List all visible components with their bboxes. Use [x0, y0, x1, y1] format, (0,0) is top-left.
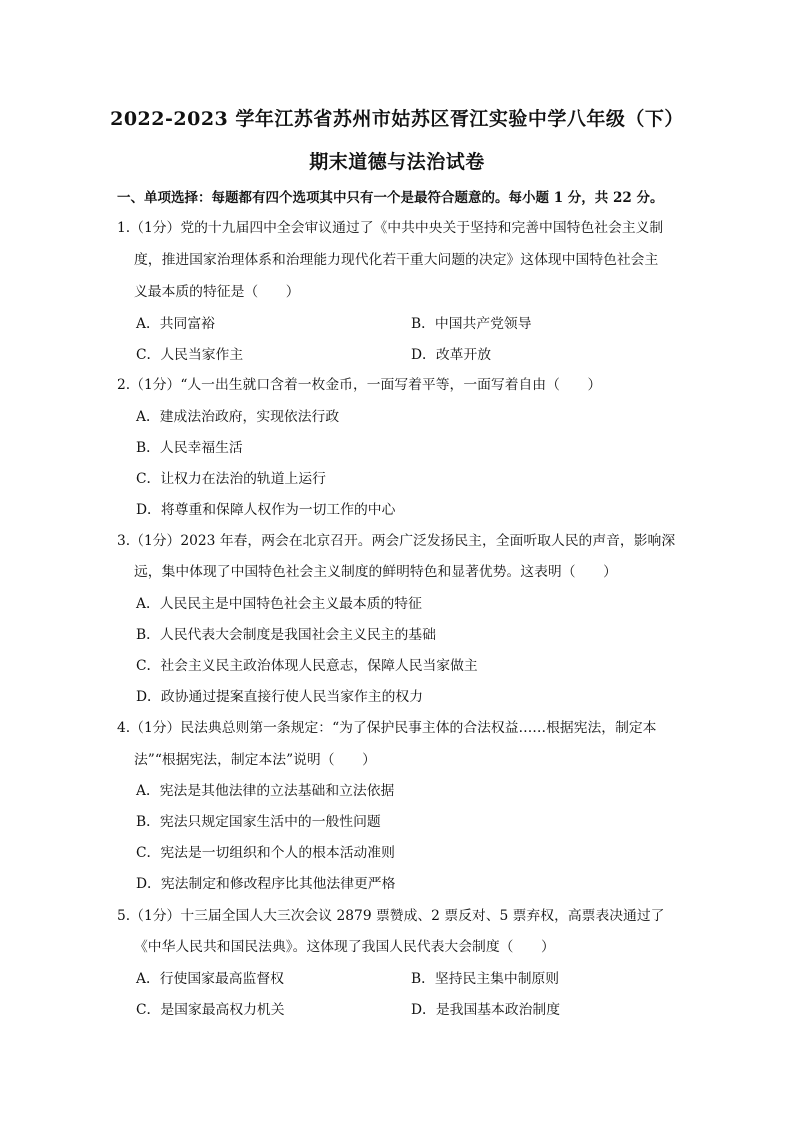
question-2-stem-line-1: 2.（1分）“人一出生就口含着一枚金币，一面写着平等，一面写着自由（ ） — [117, 377, 602, 393]
question-4-option-c[interactable]: C．宪法是一切组织和个人的根本活动准则 — [136, 845, 395, 861]
question-3-option-a[interactable]: A．人民民主是中国特色社会主义最本质的特征 — [136, 596, 422, 612]
question-4-option-a[interactable]: A．宪法是其他法律的立法基础和立法依据 — [136, 783, 395, 799]
exam-title-line2: 期末道德与法治试卷 — [309, 151, 485, 173]
question-5-option-c[interactable]: C．是国家最高权力机关 — [136, 1002, 285, 1018]
section-heading: 一、单项选择：每题都有四个选项其中只有一个是最符合题意的。每小题 1 分，共 22 分。 — [117, 190, 664, 206]
question-1-stem-line-1: 1.（1分）党的十九届四中全会审议通过了《中共中央关于坚持和完善中国特色社会主义制 — [117, 220, 664, 236]
question-5-option-d[interactable]: D．是我国基本政治制度 — [411, 1002, 561, 1018]
question-2-option-d[interactable]: D．将尊重和保障人权作为一切工作的中心 — [136, 502, 396, 518]
question-1-option-c[interactable]: C．人民当家作主 — [136, 347, 244, 363]
question-4-stem-line-1: 4.（1分）民法典总则第一条规定：“为了保护民事主体的合法权益……根据宪法，制定本 — [117, 720, 657, 736]
question-1-option-d[interactable]: D．改革开放 — [411, 347, 492, 363]
exam-title-line1: 2022-2023 学年江苏省苏州市姑苏区胥江实验中学八年级（下） — [110, 108, 684, 130]
question-1-option-b[interactable]: B．中国共产党领导 — [411, 316, 532, 332]
question-3-option-b[interactable]: B．人民代表大会制度是我国社会主义民主的基础 — [136, 627, 436, 643]
question-1-stem-line-2: 度，推进国家治理体系和治理能力现代化若干重大问题的决定》这体现中国特色社会主 — [134, 252, 659, 268]
question-5-option-a[interactable]: A．行使国家最高监督权 — [136, 971, 284, 987]
question-2-option-c[interactable]: C．让权力在法治的轨道上运行 — [136, 471, 326, 487]
question-2-option-b[interactable]: B．人民幸福生活 — [136, 440, 243, 456]
question-1-stem-line-3: 义最本质的特征是（ ） — [134, 284, 300, 300]
question-3-option-c[interactable]: C．社会主义民主政治体现人民意志，保障人民当家做主 — [136, 658, 478, 674]
question-5-stem-line-2: 《中华人民共和国民法典》。这体现了我国人民代表大会制度（ ） — [134, 939, 555, 955]
question-5-stem-line-1: 5.（1分）十三届全国人大三次会议 2879 票赞成、2 票反对、5 票弃权，高票表决通过了 — [117, 908, 665, 924]
question-3-stem-line-1: 3.（1分）2023 年春，两会在北京召开。两会广泛发扬民主，全面听取人民的声音，影响深 — [117, 533, 676, 549]
question-3-option-d[interactable]: D．政协通过提案直接行使人民当家作主的权力 — [136, 689, 423, 705]
question-1-option-a[interactable]: A．共同富裕 — [136, 316, 215, 332]
question-4-stem-line-2: 法”“根据宪法，制定本法”说明（ ） — [134, 752, 376, 768]
question-3-stem-line-2: 远，集中体现了中国特色社会主义制度的鲜明特色和显著优势。这表明（ ） — [134, 564, 617, 580]
question-4-option-b[interactable]: B．宪法只规定国家生活中的一般性问题 — [136, 814, 381, 830]
question-5-option-b[interactable]: B．坚持民主集中制原则 — [411, 971, 560, 987]
question-4-option-d[interactable]: D．宪法制定和修改程序比其他法律更严格 — [136, 876, 396, 892]
question-2-option-a[interactable]: A．建成法治政府，实现依法行政 — [136, 409, 340, 425]
